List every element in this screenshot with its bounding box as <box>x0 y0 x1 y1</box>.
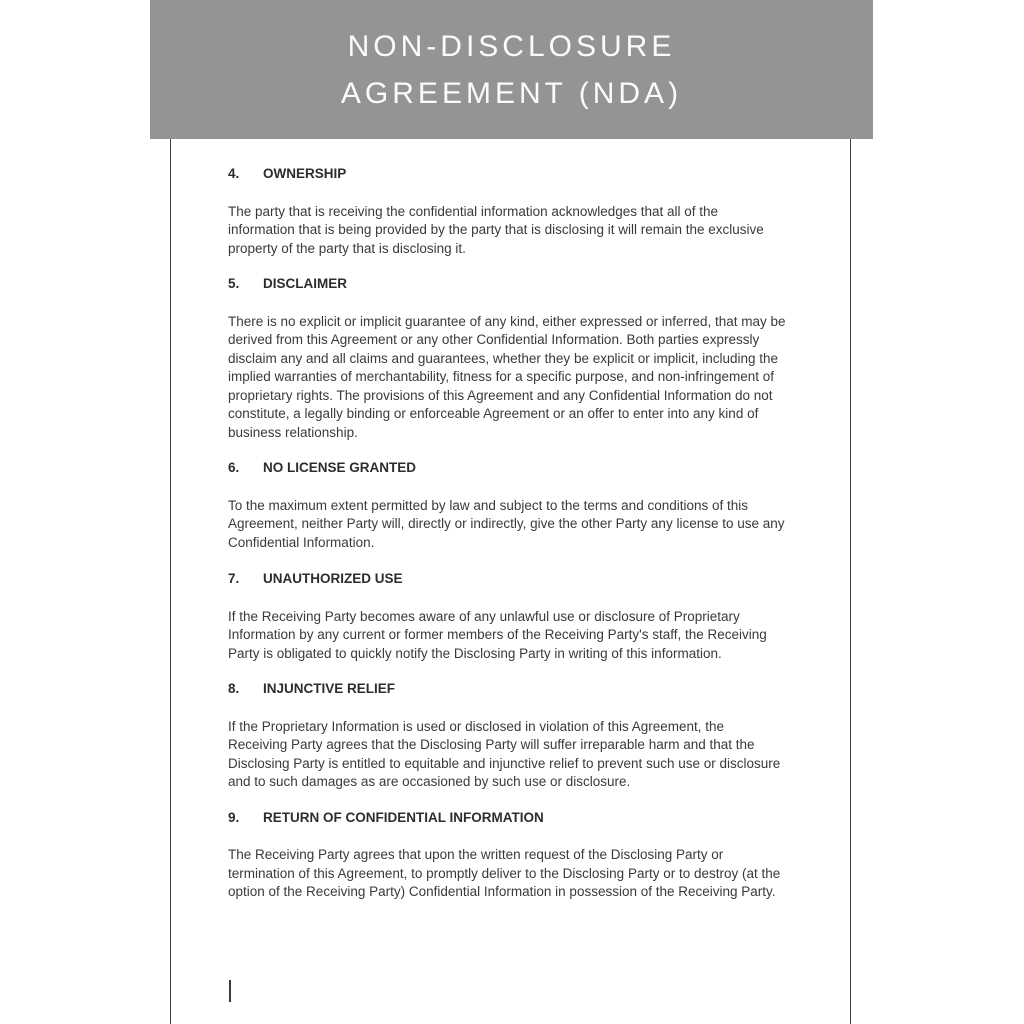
section-disclaimer <box>228 275 786 442</box>
section-paragraph: The party that is receiving the confidential information acknowledges that all of the information that is being provided by the party that is disclosing it will remain the exclusive property of the party that is disclosing it. <box>228 203 764 256</box>
section-heading-row <box>228 275 786 294</box>
section-ownership <box>228 165 786 258</box>
section-heading: DISCLAIMER <box>263 276 347 291</box>
section-return-of-confidential-information <box>228 809 786 902</box>
document-title-line-1: NON-DISCLOSURE <box>347 29 676 63</box>
section-paragraph: The Receiving Party agrees that upon the written request of the Disclosing Party or termination of this Agreement, to promptly deliver to the Disclosing Party or to destroy (at the option of the Receiving Party) Confidential Information in possession of the Receiving Party. <box>228 847 781 899</box>
section-heading: NO LICENSE GRANTED <box>263 460 417 475</box>
section-number: 7. <box>228 571 240 586</box>
document-title-banner <box>150 0 873 139</box>
section-heading-row <box>228 165 786 184</box>
section-paragraph: To the maximum extent permitted by law and subject to the terms and conditions of this Agreement, neither Party will, directly or indirectly, give the other Party any license to use any Confidential Information. <box>228 497 785 550</box>
section-heading: OWNERSHIP <box>263 166 347 181</box>
section-unauthorized-use <box>228 570 786 663</box>
section-heading-row <box>228 809 786 828</box>
section-heading-row <box>228 459 786 478</box>
text-cursor-caret <box>229 980 231 1002</box>
section-heading-row <box>228 680 786 699</box>
section-injunctive-relief <box>228 680 786 792</box>
section-number: 6. <box>228 460 240 475</box>
section-no-license-granted <box>228 459 786 552</box>
document-title-line-2: AGREEMENT (NDA) <box>340 76 683 110</box>
section-paragraph: If the Receiving Party becomes aware of any unlawful use or disclosure of Proprietary Information by any current or former members of the Receiving Party's staff, the Receiving Party is obligated to quickly notify the Disclosing Party in writing of this information. <box>228 608 767 661</box>
section-heading: RETURN OF CONFIDENTIAL INFORMATION <box>263 809 544 825</box>
section-number: 9. <box>228 809 240 825</box>
section-heading-row <box>228 570 786 589</box>
sections <box>228 165 786 919</box>
section-paragraph: There is no explicit or implicit guarantee of any kind, either expressed or inferred, that may be derived from this Agreement or any other Confidential Information. Both parties expressly disclaim any and all claims and guarantees, whether they be explicit or implicit, including the implied warranties of merchantability, fitness for a specific purpose, and non-infringement of proprietary rights. The provisions of this Agreement and any Confidential Information do not constitute, a legally binding or enforceable Agreement or an offer to enter into any kind of business relationship. <box>228 313 786 440</box>
document-page[interactable] <box>170 139 851 1024</box>
section-paragraph: If the Proprietary Information is used or disclosed in violation of this Agreement, the Receiving Party agrees that the Disclosing Party will suffer irreparable harm and that the Disclosing Party is entitled to equitable and injunctive relief to prevent such use or disclosure and to such damages as are occasioned by such use or disclosure. <box>228 718 781 789</box>
section-heading: UNAUTHORIZED USE <box>263 571 403 586</box>
section-number: 4. <box>228 166 240 181</box>
section-heading: INJUNCTIVE RELIEF <box>263 681 396 696</box>
section-number: 8. <box>228 681 240 696</box>
section-number: 5. <box>228 276 240 291</box>
